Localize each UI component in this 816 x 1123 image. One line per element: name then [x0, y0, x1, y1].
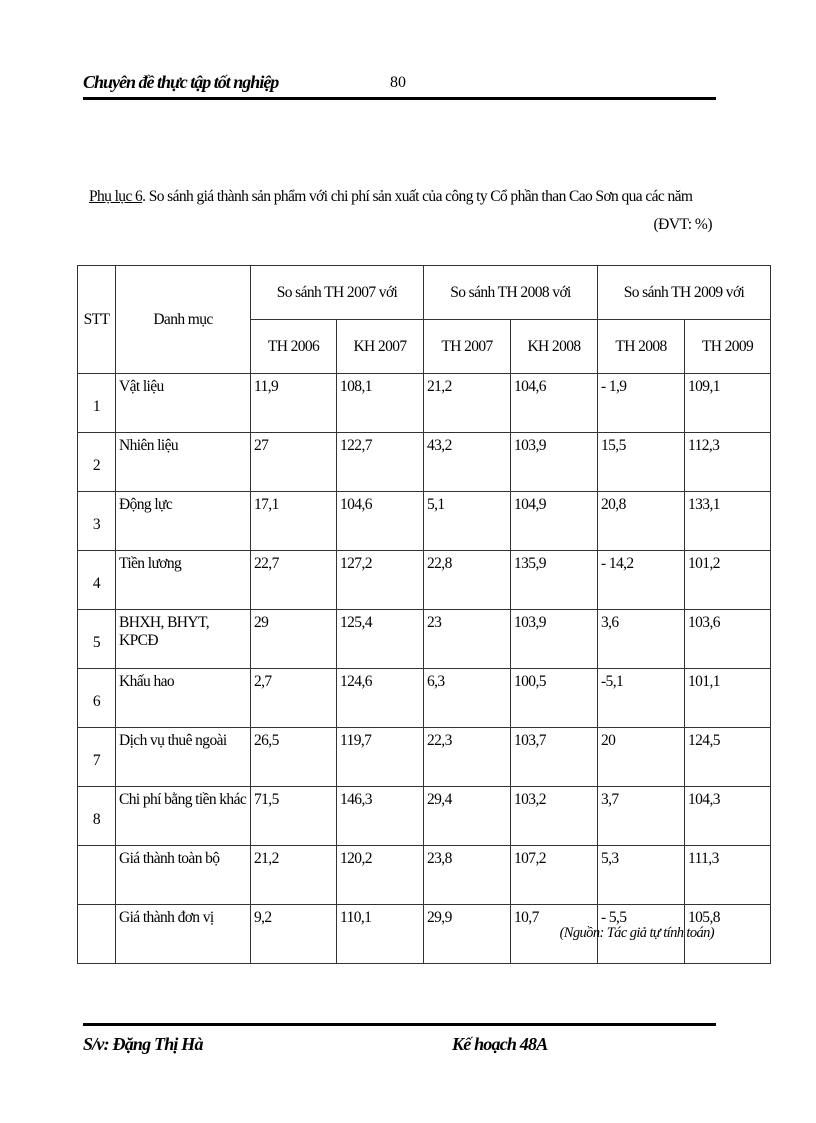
cell-value: 104,6 — [511, 374, 598, 433]
cell-value: 104,6 — [337, 492, 424, 551]
footer-rule — [83, 1023, 716, 1026]
cell-value: 2,7 — [251, 669, 337, 728]
page-number: 80 — [390, 74, 406, 91]
cell-value: 71,5 — [251, 787, 337, 846]
cell-item: Giá thành đơn vị — [116, 905, 251, 964]
table-row — [78, 551, 771, 610]
cell-value: - 5,5 — [598, 905, 685, 964]
cell-value: 109,1 — [685, 374, 771, 433]
cell-stt: 8 — [78, 787, 116, 846]
cell-value: 21,2 — [424, 374, 511, 433]
cell-stt: 4 — [78, 551, 116, 610]
subcol-header: TH 2009 — [685, 320, 771, 374]
cell-item: BHXH, BHYT, KPCĐ — [116, 610, 251, 669]
cell-value: -5,1 — [598, 669, 685, 728]
cell-value: 119,7 — [337, 728, 424, 787]
footer-class: Kế hoạch 48A — [452, 1034, 548, 1054]
cell-value: 3,6 — [598, 610, 685, 669]
table-row — [78, 787, 771, 846]
cell-value: 5,3 — [598, 846, 685, 905]
cell-value: 26,5 — [251, 728, 337, 787]
cell-item: Động lực — [116, 492, 251, 551]
subcol-header: TH 2007 — [424, 320, 511, 374]
cell-stt — [78, 846, 116, 905]
table-row — [78, 433, 771, 492]
subcol-header: KH 2008 — [511, 320, 598, 374]
cell-stt: 5 — [78, 610, 116, 669]
cell-value: 6,3 — [424, 669, 511, 728]
cell-value: 43,2 — [424, 433, 511, 492]
cell-value: 21,2 — [251, 846, 337, 905]
col-stt: STT — [78, 266, 116, 374]
cell-value: 29,9 — [424, 905, 511, 964]
cell-value: 103,9 — [511, 610, 598, 669]
cell-value: 23,8 — [424, 846, 511, 905]
cell-value: 17,1 — [251, 492, 337, 551]
group-header: So sánh TH 2007 với — [251, 266, 424, 320]
cell-value: 124,5 — [685, 728, 771, 787]
table-row — [78, 846, 771, 905]
cell-value: 105,8 — [685, 905, 771, 964]
cell-value: 122,7 — [337, 433, 424, 492]
cell-stt: 2 — [78, 433, 116, 492]
cell-value: 127,2 — [337, 551, 424, 610]
unit-label: (ĐVT: %) — [653, 216, 712, 233]
table-row — [78, 492, 771, 551]
cell-value: 107,2 — [511, 846, 598, 905]
cell-item: Giá thành toàn bộ — [116, 846, 251, 905]
cell-value: 135,9 — [511, 551, 598, 610]
caption-text: . So sánh giá thành sản phẩm với chi phí sản xuất của công ty Cổ phần than Cao Sơn qua các năm — [142, 188, 693, 205]
cell-value: 110,1 — [337, 905, 424, 964]
cell-value: - 14,2 — [598, 551, 685, 610]
cell-stt: 3 — [78, 492, 116, 551]
cell-stt: 7 — [78, 728, 116, 787]
cell-value: 133,1 — [685, 492, 771, 551]
cell-value: 125,4 — [337, 610, 424, 669]
cell-value: 104,9 — [511, 492, 598, 551]
source-note: (Nguồn: Tác giả tự tính toán) — [559, 925, 714, 941]
cell-value: 103,6 — [685, 610, 771, 669]
subcol-header: TH 2006 — [251, 320, 337, 374]
table-row — [78, 610, 771, 669]
cell-item: Dịch vụ thuê ngoài — [116, 728, 251, 787]
cell-value: 101,1 — [685, 669, 771, 728]
subcol-header: TH 2008 — [598, 320, 685, 374]
cell-value: 29 — [251, 610, 337, 669]
cell-item: Khấu hao — [116, 669, 251, 728]
cell-stt — [78, 905, 116, 964]
caption-label: Phụ lục 6 — [89, 188, 143, 205]
cell-item: Vật liệu — [116, 374, 251, 433]
cell-value: 22,7 — [251, 551, 337, 610]
cell-value: 124,6 — [337, 669, 424, 728]
header-title: Chuyên đề thực tập tốt nghiệp — [83, 72, 279, 92]
cell-value: 20 — [598, 728, 685, 787]
table-row — [78, 728, 771, 787]
cell-value: 27 — [251, 433, 337, 492]
comparison-table — [77, 265, 771, 964]
cell-value: 9,2 — [251, 905, 337, 964]
footer-author: S/v: Đặng Thị Hà — [83, 1034, 203, 1054]
cell-stt: 1 — [78, 374, 116, 433]
group-header: So sánh TH 2009 với — [598, 266, 771, 320]
cell-value: 15,5 — [598, 433, 685, 492]
cell-value: 146,3 — [337, 787, 424, 846]
cell-value: 22,8 — [424, 551, 511, 610]
cell-value: 3,7 — [598, 787, 685, 846]
cell-value: 23 — [424, 610, 511, 669]
group-header: So sánh TH 2008 với — [424, 266, 598, 320]
cell-value: 103,2 — [511, 787, 598, 846]
cell-value: 10,7 — [511, 905, 598, 964]
table-row — [78, 669, 771, 728]
cell-value: 103,9 — [511, 433, 598, 492]
cell-value: 103,7 — [511, 728, 598, 787]
cell-value: 22,3 — [424, 728, 511, 787]
subcol-header: KH 2007 — [337, 320, 424, 374]
cell-item: Chi phí bằng tiền khác — [116, 787, 251, 846]
cell-value: - 1,9 — [598, 374, 685, 433]
cell-value: 11,9 — [251, 374, 337, 433]
cell-value: 108,1 — [337, 374, 424, 433]
cell-value: 20,8 — [598, 492, 685, 551]
cell-value: 120,2 — [337, 846, 424, 905]
cell-stt: 6 — [78, 669, 116, 728]
cell-item: Nhiên liệu — [116, 433, 251, 492]
header-rule — [83, 97, 716, 100]
cell-value: 101,2 — [685, 551, 771, 610]
cell-item: Tiền lương — [116, 551, 251, 610]
cell-value: 112,3 — [685, 433, 771, 492]
cell-value: 100,5 — [511, 669, 598, 728]
cell-value: 5,1 — [424, 492, 511, 551]
table-row — [78, 374, 771, 433]
table-caption — [89, 188, 692, 206]
cell-value: 111,3 — [685, 846, 771, 905]
cell-value: 104,3 — [685, 787, 771, 846]
col-item: Danh mục — [116, 266, 251, 374]
cell-value: 29,4 — [424, 787, 511, 846]
